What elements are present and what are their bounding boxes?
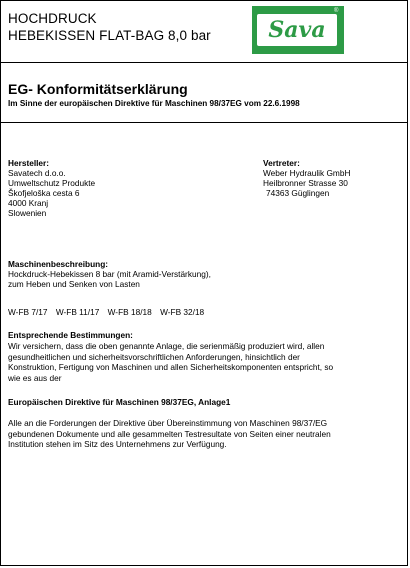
provisions-line: Wir versichern, dass die oben genannte Anlage, die serienmäßig produziert wird, allen [8, 341, 325, 351]
closing-statement [8, 418, 331, 450]
description-line: Hockdruck-Hebekissen 8 bar (mit Aramid-Verstärkung), [8, 269, 211, 279]
provisions-line: gesundheitlichen und sicherheitsvorschriftlichen Anforderungen, hinsichtlich der [8, 351, 300, 362]
closing-line: gebundenen Dokumente und alle gesammelten Testresultate von Seiten einer neutralen [8, 428, 331, 439]
address-line: 4000 Kranj [8, 198, 49, 208]
machine-description [8, 269, 211, 289]
declaration-subtitle: Im Sinne der europäischen Direktive für Maschinen 98/37EG vom 22.6.1998 [8, 99, 300, 108]
closing-line: Alle an die Forderungen der Direktive über Übereinstimmung von Maschinen 98/37/EG [8, 418, 328, 428]
logo-badge [257, 14, 337, 46]
closing-line: Institution stehen im Sitz des Unternehmens zur Verfügung. [8, 439, 227, 449]
product-title-line-2: HEBEKISSEN FLAT-BAG 8,0 bar [8, 28, 211, 43]
directive-reference: Europäischen Direktive für Maschinen 98/37EG, Anlage1 [8, 397, 231, 407]
model-item: W-FB 7/17 [8, 307, 48, 317]
provisions-line: Konstruktion, Fertigung von Maschinen und allen Sicherheitskomponenten entspricht, so [8, 362, 334, 372]
provisions-line: wie es aus der [8, 372, 62, 383]
declaration-title: EG- Konformitätserklärung [8, 81, 188, 97]
manufacturer-address [8, 168, 95, 218]
manufacturer-label: Hersteller: [8, 158, 50, 168]
product-title-line-1: HOCHDRUCK [8, 11, 97, 26]
representative-label: Vertreter: [263, 158, 300, 168]
machine-description-label: Maschinenbeschreibung: [8, 259, 109, 269]
representative-address [263, 168, 350, 198]
model-item: W-FB 18/18 [107, 307, 152, 317]
provisions-label: Entsprechende Bestimmungen: [8, 330, 133, 340]
address-line: Weber Hydraulik GmbH [263, 168, 351, 178]
address-line: Umweltschutz Produkte [8, 178, 96, 188]
sava-logo [252, 6, 344, 54]
title-divider [1, 122, 407, 123]
logo-wordmark: Sava [268, 17, 326, 43]
description-line: zum Heben und Senken von Lasten [8, 279, 140, 289]
address-line: 74363 Güglingen [266, 188, 330, 198]
address-line: Slowenien [8, 208, 47, 218]
model-item: W-FB 32/18 [160, 307, 205, 317]
address-line: Savatech d.o.o. [8, 168, 66, 178]
address-line: Heilbronner Strasse 30 [263, 178, 348, 188]
product-title [8, 10, 211, 44]
address-line: Škofjeloška cesta 6 [8, 188, 80, 198]
registered-mark: ® [334, 8, 339, 14]
model-list [8, 307, 210, 317]
header-divider [1, 62, 407, 63]
provisions-text [8, 341, 333, 383]
model-item: W-FB 11/17 [55, 307, 100, 317]
